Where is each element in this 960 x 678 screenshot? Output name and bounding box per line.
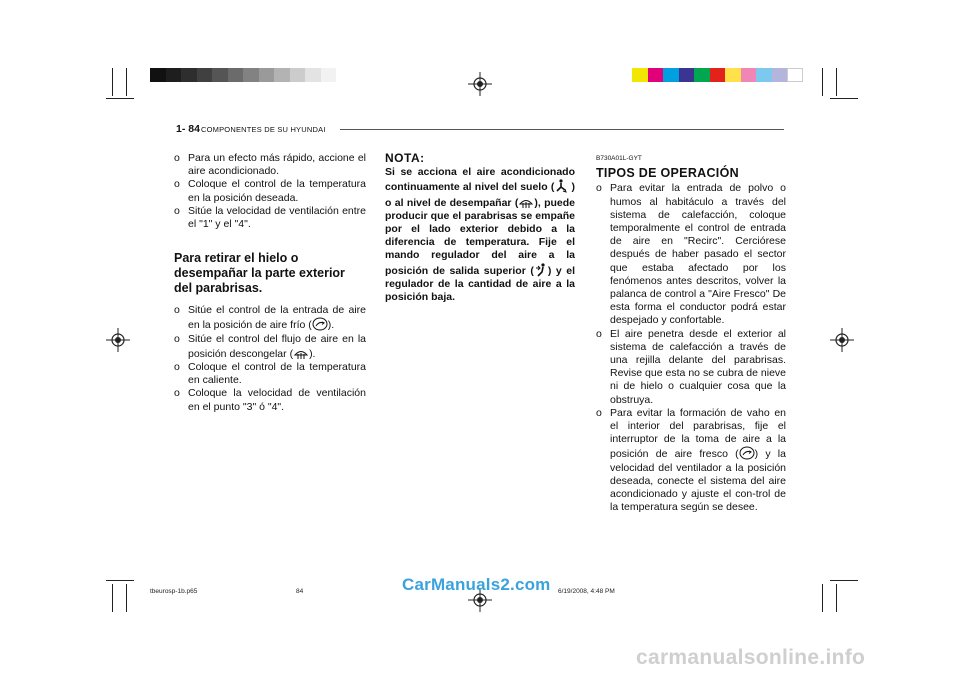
color-swatch (741, 68, 757, 82)
column-middle (385, 152, 575, 304)
crop-mark (836, 584, 837, 612)
registration-mark-icon (468, 72, 492, 96)
color-swatch (710, 68, 726, 82)
footer-page: 84 (296, 588, 304, 595)
crop-mark (126, 584, 127, 612)
color-swatch (166, 68, 182, 82)
color-swatch (305, 68, 321, 82)
list-item: o Coloque la velocidad de ventilación en el punto "3" ó "4". (174, 387, 366, 413)
fresh-air-icon (739, 446, 755, 460)
color-swatch (150, 68, 166, 82)
color-swatch (197, 68, 213, 82)
color-swatch (290, 68, 306, 82)
list-item: o Para un efecto más rápido, accione el aire acondicionado. (174, 152, 366, 178)
crop-mark (106, 98, 134, 99)
section-heading: TIPOS DE OPERACIÓN (596, 166, 739, 181)
color-swatch (725, 68, 741, 82)
color-swatch (321, 68, 337, 82)
section-heading: Para retirar el hielo o desempañar la parte exterior del parabrisas. (174, 251, 345, 296)
note-body: Si se acciona el aire acondicionado continuamente al nivel del suelo ( ) o al nivel de desempañar ( ), puede producir que el parabrisas se empañe por el lado exterior debido a la diferencia de temperatura. Fije el mando regulador del aire a la posición de salida superior ( ) y el regulador de la cantidad de aire a la posición baja. (385, 166, 575, 304)
defrost-icon (518, 195, 534, 209)
color-swatch (212, 68, 228, 82)
crop-mark (112, 68, 113, 96)
column-right (596, 152, 786, 514)
crop-mark (822, 584, 823, 612)
list-item: o El aire penetra desde el exterior al sistema de calefacción a través de una rejilla delante del parabrisas. Revise que esta no se cubra de nieve ni de hielo o cualquier cosa que la obstruya. (596, 327, 786, 406)
footer-file: tbeurosp-1b.p65 (150, 588, 198, 595)
registration-mark-icon (106, 328, 130, 352)
process-color-bar (632, 68, 803, 82)
crop-mark (830, 98, 858, 99)
note-title: NOTA: (385, 151, 425, 165)
color-swatch (756, 68, 772, 82)
footer-date: 6/19/2008, 4:48 PM (558, 588, 615, 595)
crop-mark (112, 584, 113, 612)
color-swatch (243, 68, 259, 82)
list-item: o Sitúe la velocidad de ventilación entre el "1" y el "4". (174, 204, 366, 231)
list-item: o Coloque el control de la temperatura en la posición deseada. (174, 178, 366, 204)
color-swatch (663, 68, 679, 82)
watermark-carmanualsonline[interactable]: carmanualsonline.info (636, 646, 866, 669)
registration-mark-icon (830, 328, 854, 352)
fresh-air-icon (312, 317, 328, 331)
crop-mark (836, 68, 837, 96)
color-swatch (274, 68, 290, 82)
color-swatch (787, 68, 803, 82)
list-item: o Para evitar la formación de vaho en el interior del parabrisas, fije el interruptor de la toma de aire a la posición de aire fresco ( ) y la velocidad del ventilador a la posición deseada, conecte el sistema del aire acondicionado y ajuste el con-trol de la temperatura según se desee. (596, 406, 786, 514)
color-swatch (228, 68, 244, 82)
list-item: o Sitúe el control de la entrada de aire en la posición de aire frío ( ). (174, 304, 366, 332)
color-swatch (632, 68, 648, 82)
color-swatch (648, 68, 664, 82)
grayscale-color-bar (150, 68, 336, 82)
watermark-carmanuals2[interactable]: CarManuals2.com (402, 575, 551, 594)
color-swatch (259, 68, 275, 82)
section-title: COMPONENTES DE SU HYUNDAI (201, 125, 326, 134)
vent-mode-icon (534, 263, 548, 277)
crop-mark (830, 580, 858, 581)
floor-mode-icon (554, 179, 568, 193)
list-item: o Para evitar la entrada de polvo o humos al habitáculo a través del sistema de calefacción, coloque temporalmente el control de entrada de aire en "Recirc". Cerciórese después de haber pasado el sector que estaba afectado por los fenómenos antes descritos, volver la palanca de control a "Aire Fresco" De esta forma el conductor podrá estar despejado y confortable. (596, 182, 786, 327)
header-rule (340, 129, 784, 130)
color-swatch (694, 68, 710, 82)
list-item: o Coloque el control de la temperatura en caliente. (174, 361, 366, 387)
color-swatch (181, 68, 197, 82)
color-swatch (772, 68, 788, 82)
page-number: 1- 84 (176, 123, 200, 135)
color-swatch (679, 68, 695, 82)
list-item: o Sitúe el control del flujo de aire en la posición descongelar ( ). (174, 332, 366, 360)
crop-mark (126, 68, 127, 96)
column-left (174, 152, 366, 414)
crop-mark (106, 580, 134, 581)
crop-mark (822, 68, 823, 96)
defrost-icon (293, 346, 309, 360)
section-code: B730A01L-GYT (596, 155, 642, 162)
